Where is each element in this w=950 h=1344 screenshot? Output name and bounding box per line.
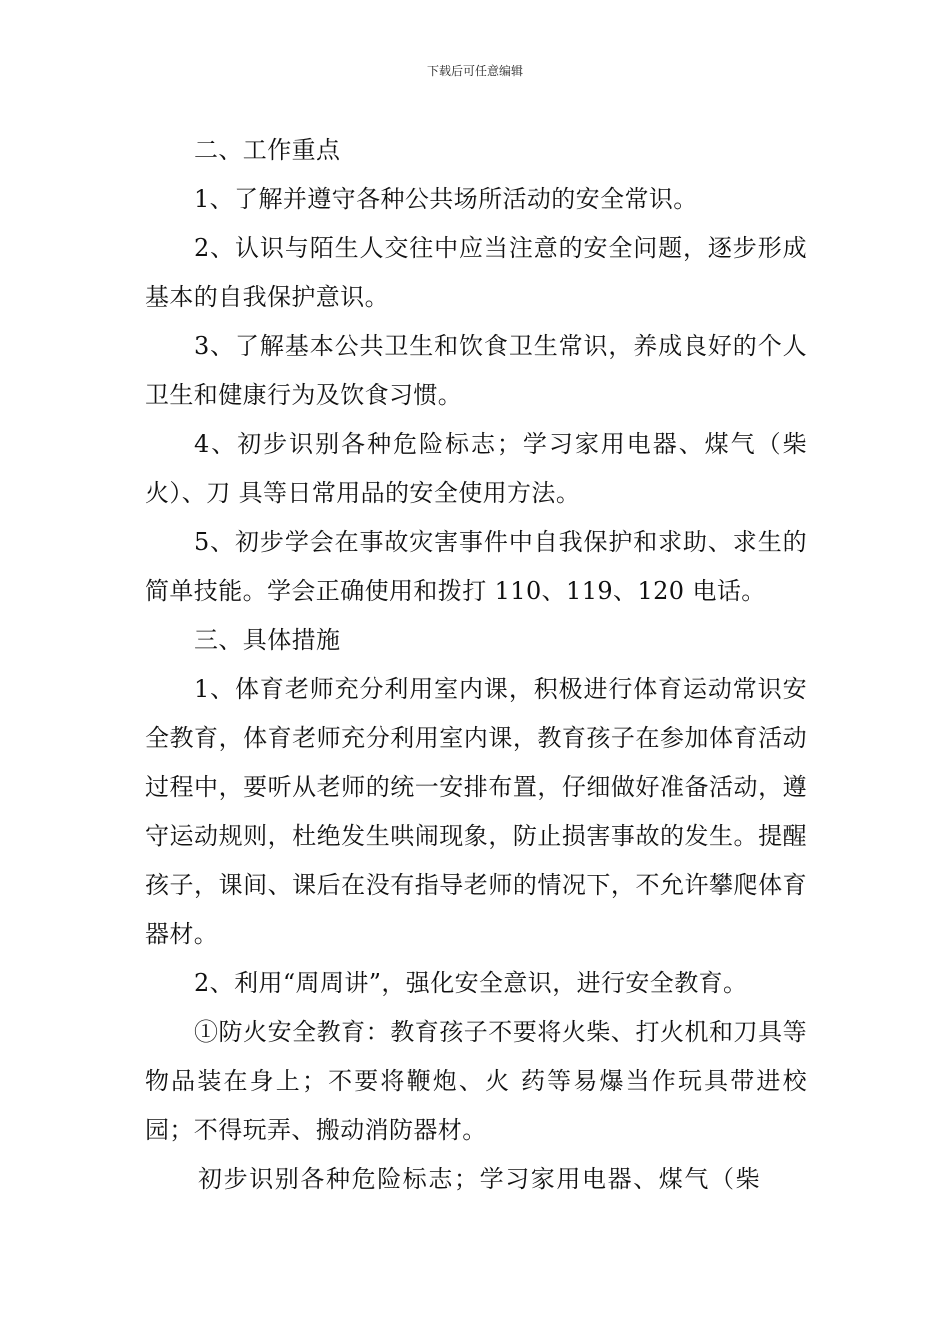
- fire-safety-paragraph: ①防火安全教育：教育孩子不要将火柴、打火机和刀具等物品装在身上；不要将鞭炮、火 药等易爆当作玩具带进校园；不得玩弄、搬动消防器材。: [145, 1018, 807, 1144]
- work-focus-item-3: 3、了解基本公共卫生和饮食卫生常识，养成良好的个人卫生和健康行为及饮食习惯。: [145, 332, 807, 409]
- work-focus-item-4: 4、初步识别各种危险标志；学习家用电器、煤气（柴火）、刀 具等日常用品的安全使用方法。: [145, 430, 807, 507]
- measures-item-2: 2、利用“周周讲”，强化安全意识，进行安全教育。: [194, 969, 748, 997]
- work-focus-item-1: 1、了解并遵守各种公共场所活动的安全常识。: [194, 185, 698, 213]
- trailing-paragraph: 初步识别各种危险标志；学习家用电器、煤气（柴: [198, 1165, 762, 1193]
- page-header-note: 下载后可任意编辑: [426, 64, 523, 78]
- section-heading-work-focus: 二、工作重点: [194, 136, 341, 164]
- section-heading-measures: 三、具体措施: [194, 626, 341, 654]
- document-body: [145, 126, 807, 1204]
- work-focus-item-5: 5、初步学会在事故灾害事件中自我保护和求助、求生的简单技能。学会正确使用和拨打 110、119、120 电话。: [145, 528, 807, 605]
- measures-item-1: 1、体育老师充分利用室内课，积极进行体育运动常识安全教育，体育老师充分利用室内课，教育孩子在参加体育活动过程中，要听从老师的统一安排布置，仔细做好准备活动，遵守运动规则，杜绝发生哄闹现象，防止损害事故的发生。提醒孩子，课间、课后在没有指导老师的情况下，不允许攀爬体育器材。: [145, 675, 807, 948]
- work-focus-item-2: 2、认识与陌生人交往中应当注意的安全问题，逐步形成基本的自我保护意识。: [145, 234, 807, 311]
